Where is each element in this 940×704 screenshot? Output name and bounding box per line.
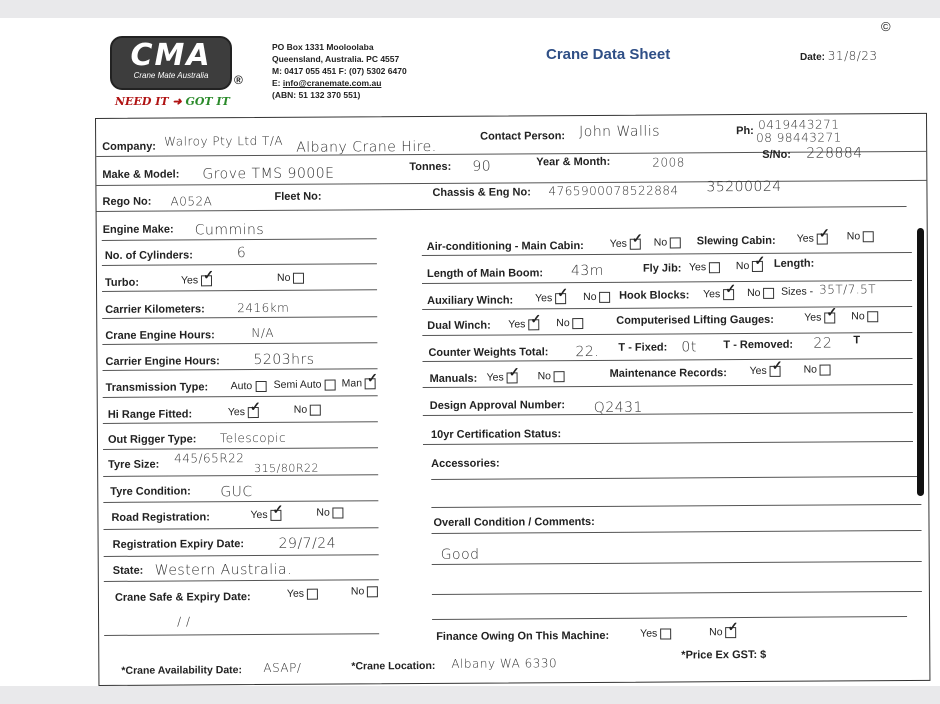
crane-safe-no-checkbox[interactable] [367, 586, 378, 597]
arrow-icon: ➜ [172, 95, 182, 108]
transmission-man-checkbox[interactable] [365, 378, 376, 389]
company-value: Walroy Pty Ltd T/A [164, 133, 284, 149]
company-address [272, 41, 407, 101]
maintenance-records-label: Maintenance Records: [609, 367, 727, 380]
date-value: 31/8/23 [827, 49, 878, 63]
divider [102, 342, 377, 345]
company-value-2: Albany Crane Hire. [296, 138, 437, 156]
manuals-yes[interactable]: Yes✓ [487, 371, 518, 383]
fly-jib-label: Fly Jib: [642, 262, 682, 275]
transmission-semi[interactable]: Semi Auto [274, 379, 336, 391]
manuals-no-checkbox[interactable] [554, 371, 565, 382]
overall-condition-label: Overall Condition / Comments: [433, 515, 595, 529]
email-label: E: [272, 78, 283, 88]
divider [104, 527, 379, 530]
carrier-hours-value: 5203hrs [253, 351, 315, 369]
divider [96, 151, 926, 157]
state-value: Western Australia. [154, 561, 293, 579]
boom-length-label: Length of Main Boom: [426, 267, 544, 280]
aux-winch-no-checkbox[interactable] [600, 292, 611, 303]
transmission-label: Transmission Type: [105, 381, 209, 394]
crane-hours-value: N/A [251, 325, 275, 341]
road-registration-yes-checkbox[interactable] [271, 510, 282, 521]
divider [422, 332, 912, 336]
slewing-cabin-label: Slewing Cabin: [696, 234, 776, 248]
serial-label: S/No: [762, 148, 792, 161]
hi-range-no[interactable]: No [294, 404, 322, 416]
divider [104, 633, 379, 636]
serial-value: 228884 [806, 145, 863, 162]
divider [423, 441, 913, 445]
registered-mark: ® [234, 73, 243, 87]
divider [104, 554, 379, 557]
finance-yes-checkbox[interactable] [660, 628, 671, 639]
divider [432, 616, 907, 620]
t-fixed-value: 0t [681, 339, 697, 356]
engine-make-value: Cummins [194, 221, 265, 239]
aircon-yes-checkbox[interactable] [630, 238, 641, 249]
address-line: Queensland, Australia. PC 4557 [272, 54, 400, 64]
divider [423, 384, 913, 388]
slewing-yes-checkbox[interactable] [817, 233, 828, 244]
divider [423, 412, 913, 416]
divider [431, 476, 921, 480]
fleet-label: Fleet No: [274, 190, 322, 203]
counter-weights-value: 22. [575, 343, 600, 361]
tagline-need: NEED IT [115, 95, 169, 108]
finance-owing-label: Finance Owing On This Machine: [436, 629, 610, 643]
hi-range-no-checkbox[interactable] [310, 404, 321, 415]
divider [431, 504, 921, 508]
turbo-yes-checkbox[interactable] [201, 275, 212, 286]
tonnes-label: Tonnes: [409, 160, 452, 174]
maintenance-yes-checkbox[interactable] [770, 366, 781, 377]
divider [432, 591, 922, 595]
engine-make-label: Engine Make: [102, 223, 174, 236]
year-month-value: 2008 [652, 155, 685, 170]
transmission-auto[interactable]: Auto [231, 380, 267, 392]
logo-subtext: Crane Mate Australia [133, 71, 209, 80]
manuals-label: Manuals: [429, 372, 478, 385]
slewing-no[interactable]: No [847, 230, 875, 242]
design-approval-value: Q2431 [593, 399, 643, 416]
hi-range-yes-checkbox[interactable] [248, 407, 259, 418]
crane-form [95, 113, 930, 686]
divider [103, 421, 378, 424]
overall-condition-value: Good [440, 546, 480, 563]
slewing-no-checkbox[interactable] [863, 231, 874, 242]
carrier-km-value: 2416km [237, 300, 290, 316]
design-approval-label: Design Approval Number: [429, 399, 566, 412]
availability-label: *Crane Availability Date: [121, 664, 243, 677]
date-field [800, 49, 878, 63]
divider [102, 263, 377, 266]
phone-label: Ph: [736, 124, 754, 138]
divider [103, 474, 378, 477]
lifting-gauges-no[interactable]: No [851, 310, 879, 322]
chassis-value: 4765900078522884 [548, 183, 679, 199]
lifting-gauges-yes[interactable]: Yes✓ [804, 311, 835, 323]
cma-logo [110, 36, 232, 90]
accessories-label: Accessories: [431, 457, 500, 470]
turbo-no[interactable]: No [277, 272, 305, 284]
crane-safe-label: Crane Safe & Expiry Date: [114, 591, 251, 604]
aircon-no-checkbox[interactable] [670, 237, 681, 248]
counter-weights-label: Counter Weights Total: [428, 346, 549, 359]
divider [102, 238, 377, 241]
rego-label: Rego No: [102, 195, 152, 208]
dual-winch-label: Dual Winch: [427, 319, 491, 332]
maintenance-no[interactable]: No [804, 364, 832, 376]
certification-label: 10yr Certification Status: [430, 428, 562, 441]
t-removed-label: T - Removed: [723, 338, 794, 352]
divider [103, 368, 378, 371]
date-label: Date: [800, 52, 826, 63]
crane-hours-label: Crane Engine Hours: [105, 329, 215, 342]
lifting-gauges-no-checkbox[interactable] [868, 311, 879, 322]
t-fixed-label: T - Fixed: [618, 341, 668, 354]
divider [104, 579, 379, 582]
tyre-condition-value: GUC [220, 484, 253, 501]
address-line: PO Box 1331 Mooloolaba [272, 42, 374, 52]
divider [103, 447, 378, 450]
tagline [115, 95, 230, 108]
t-removed-value: 22 [813, 335, 833, 352]
divider [103, 395, 378, 398]
divider [103, 500, 378, 503]
finance-no[interactable]: No✓ [709, 626, 737, 638]
availability-value: ASAP/ [263, 660, 302, 675]
fly-jib-no-checkbox[interactable] [752, 261, 763, 272]
lifting-gauges-label: Computerised Lifting Gauges: [616, 313, 774, 327]
finance-no-checkbox[interactable] [726, 627, 737, 638]
engine-number-value: 35200024 [706, 178, 782, 196]
hook-blocks-yes-checkbox[interactable] [723, 289, 734, 300]
rego-value: A052A [170, 194, 213, 209]
tyre-size-value: 445/65R22 [174, 451, 245, 466]
contact-label: Contact Person: [480, 130, 566, 143]
aircon-no[interactable]: No [654, 236, 682, 248]
aux-winch-label: Auxiliary Winch: [427, 294, 514, 307]
registration-expiry-value: 29/7/24 [278, 535, 337, 552]
divider [97, 206, 907, 212]
slewing-yes[interactable]: Yes✓ [797, 233, 828, 245]
chassis-label: Chassis & Eng No: [432, 186, 531, 199]
turbo-no-checkbox[interactable] [293, 272, 304, 283]
tyre-size-value-2: 315/80R22 [254, 461, 320, 476]
outrigger-label: Out Rigger Type: [107, 433, 197, 446]
manuals-yes-checkbox[interactable] [507, 372, 518, 383]
road-registration-no[interactable]: No [316, 506, 344, 518]
dual-winch-no-checkbox[interactable] [573, 318, 584, 329]
divider [432, 561, 922, 565]
page-title: Crane Data Sheet [546, 46, 671, 63]
divider [422, 306, 912, 310]
transmission-auto-checkbox[interactable] [255, 381, 266, 392]
year-month-label: Year & Month: [536, 155, 611, 169]
dual-winch-yes-checkbox[interactable] [528, 319, 539, 330]
crane-safe-no[interactable]: No [351, 585, 379, 597]
turbo-yes[interactable]: Yes✓ [181, 274, 212, 286]
price-label: *Price Ex GST: $ [681, 648, 767, 662]
hook-blocks-yes[interactable]: Yes✓ [703, 288, 734, 300]
fly-jib-yes-checkbox[interactable] [709, 262, 720, 273]
tonnes-value: 90 [472, 158, 492, 175]
address-line: M: 0417 055 451 F: (07) 5302 6470 [272, 66, 407, 76]
road-registration-yes[interactable]: Yes✓ [250, 509, 281, 521]
outrigger-value: Telescopic [219, 430, 287, 446]
divider [432, 530, 922, 534]
boom-length-value: 43m [570, 262, 604, 280]
scrollbar[interactable] [917, 228, 924, 496]
hook-blocks-no-checkbox[interactable] [763, 288, 774, 299]
copyright-symbol: © [881, 19, 891, 34]
crane-safe-date: / / [177, 614, 191, 629]
maintenance-no-checkbox[interactable] [820, 364, 831, 375]
fly-jib-no[interactable]: No✓ [736, 260, 764, 272]
company-label: Company: [102, 140, 156, 153]
location-label: *Crane Location: [351, 659, 436, 673]
aircon-label: Air-conditioning - Main Cabin: [426, 240, 584, 253]
phone-value-2: 08 98443271 [756, 130, 842, 145]
crane-safe-yes-checkbox[interactable] [307, 588, 318, 599]
aux-winch-no[interactable]: No [583, 291, 611, 303]
fly-jib-yes[interactable]: Yes [689, 261, 720, 273]
carrier-hours-label: Carrier Engine Hours: [105, 355, 220, 368]
tagline-got: GOT IT [185, 95, 230, 108]
aux-winch-yes[interactable]: Yes✓ [535, 292, 566, 304]
make-model-label: Make & Model: [102, 168, 180, 181]
state-label: State: [112, 564, 144, 577]
divider [422, 252, 912, 256]
tyre-size-label: Tyre Size: [108, 458, 160, 471]
make-model-value: Grove TMS 9000E [202, 165, 335, 183]
transmission-semi-checkbox[interactable] [324, 379, 335, 390]
manuals-no[interactable]: No [538, 370, 566, 382]
hi-range-yes[interactable]: Yes✓ [228, 406, 259, 418]
phone-value-1: 0419443271 [758, 117, 840, 132]
location-value: Albany WA 6330 [451, 656, 558, 671]
logo-text: CMA [130, 38, 212, 73]
hi-range-label: Hi Range Fitted: [107, 408, 193, 421]
jib-length-label: Length: [773, 257, 815, 270]
t-unit: T [853, 334, 861, 347]
abn-line: (ABN: 51 132 370 551) [272, 90, 361, 100]
divider [422, 358, 912, 362]
turbo-label: Turbo: [104, 276, 140, 289]
dual-winch-no[interactable]: No [556, 317, 584, 329]
transmission-man[interactable]: Man✓ [342, 377, 377, 389]
dual-winch-yes[interactable]: Yes✓ [508, 318, 539, 330]
email-link[interactable]: info@cranemate.com.au [282, 78, 382, 88]
lifting-gauges-yes-checkbox[interactable] [824, 312, 835, 323]
divider [102, 289, 377, 292]
cylinders-label: No. of Cylinders: [104, 249, 193, 262]
crane-safe-yes[interactable]: Yes [287, 588, 318, 600]
hook-blocks-no[interactable]: No [747, 287, 775, 299]
road-registration-no-checkbox[interactable] [333, 507, 344, 518]
tyre-condition-label: Tyre Condition: [110, 485, 191, 498]
divider [102, 316, 377, 319]
carrier-km-label: Carrier Kilometers: [105, 303, 205, 316]
sizes-label: Sizes - [781, 285, 814, 298]
aircon-yes[interactable]: Yes✓ [610, 238, 641, 250]
maintenance-yes[interactable]: Yes✓ [750, 365, 781, 377]
cylinders-value: 6 [236, 245, 247, 262]
road-registration-label: Road Registration: [111, 511, 210, 524]
aux-winch-yes-checkbox[interactable] [555, 293, 566, 304]
registration-expiry-label: Registration Expiry Date: [112, 538, 245, 551]
sizes-value: 35T/7.5T [819, 282, 877, 297]
hook-blocks-label: Hook Blocks: [619, 289, 690, 302]
finance-yes[interactable]: Yes [640, 627, 671, 639]
data-sheet-page [0, 18, 940, 686]
contact-value: John Wallis [579, 123, 661, 141]
